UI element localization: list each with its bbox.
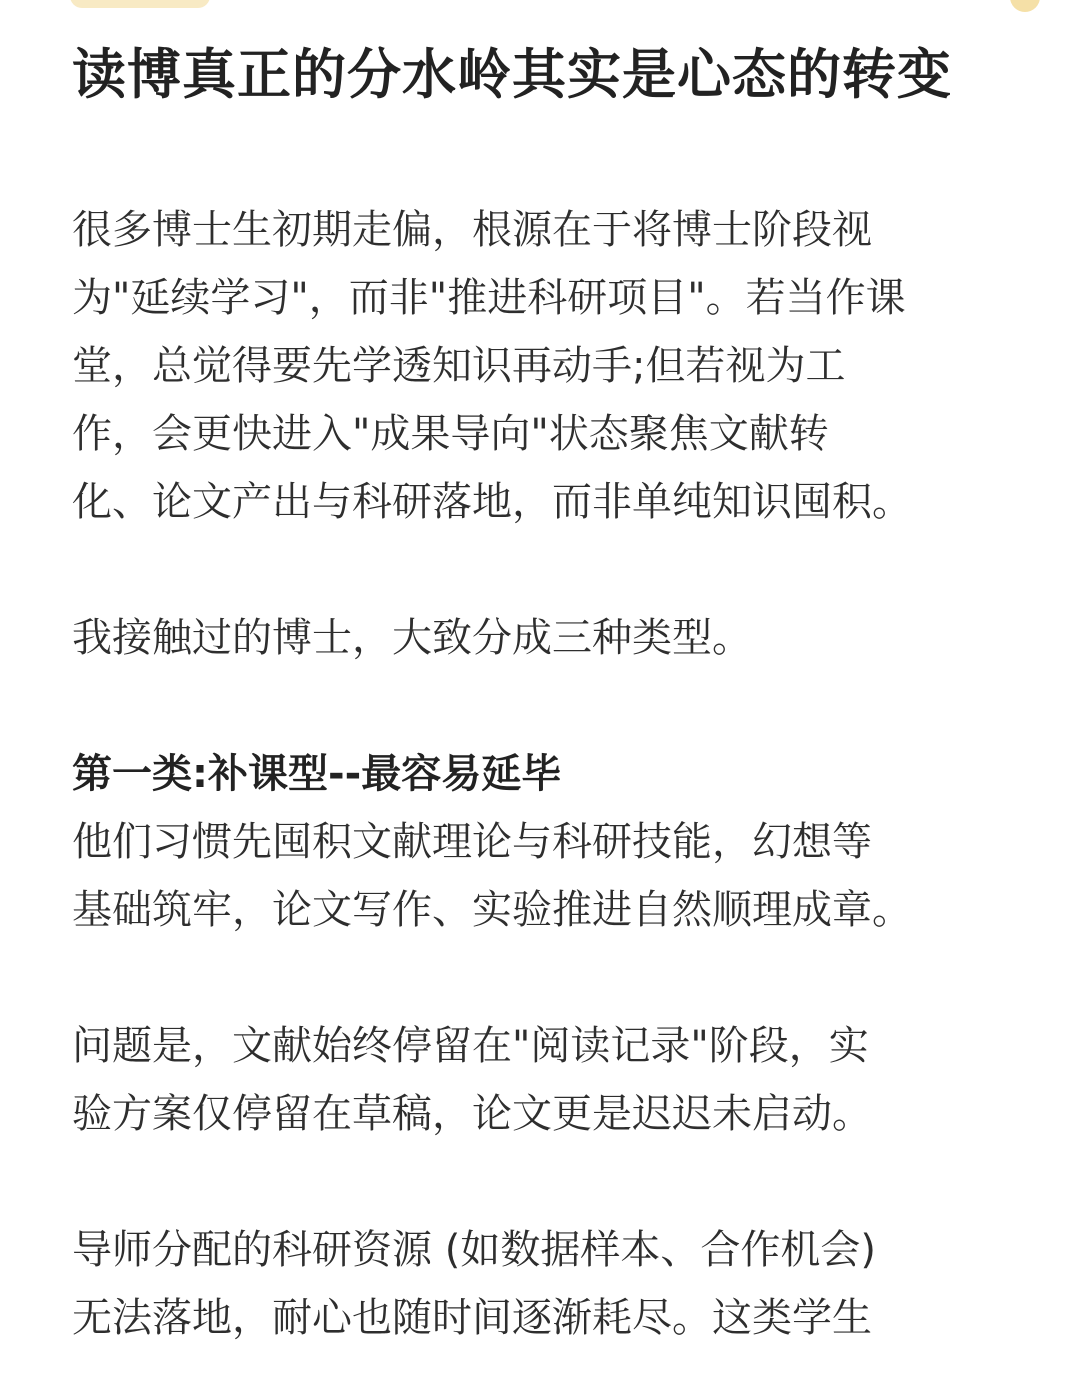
paragraph-section-1 [72,808,1022,944]
paragraph-types [72,604,1022,672]
text-line: 无法落地，耐心也随时间逐渐耗尽。这类学生 [72,1295,872,1341]
paragraph-gap [72,1148,1022,1216]
text-line: 我接触过的博士，大致分成三种类型。 [72,615,752,661]
text-line: 作，会更快进入"成果导向"状态聚焦文献转 [72,411,829,457]
text-line: 验方案仅停留在草稿，论文更是迟迟未启动。 [72,1091,872,1137]
paragraph-section-2 [72,1012,1022,1148]
paragraph-gap [72,536,1022,604]
text-line: 为"延续学习"，而非"推进科研项目"。若当作课 [72,275,906,321]
top-strip [0,0,1080,10]
text-line: 基础筑牢，论文写作、实验推进自然顺理成章。 [72,887,912,933]
text-line: 他们习惯先囤积文献理论与科研技能，幻想等 [72,819,872,865]
paragraph-gap [72,944,1022,1012]
text-line: 堂，总觉得要先学透知识再动手;但若视为工 [72,343,846,389]
article-body [72,196,1022,1352]
text-line: 问题是，文献始终停留在"阅读记录"阶段，实 [72,1023,869,1069]
paragraph-gap [72,672,1022,740]
paragraph-section-3 [72,1216,1022,1352]
decorative-dot [1010,0,1040,12]
text-line: 化、论文产出与科研落地，而非单纯知识囤积。 [72,479,912,525]
section-heading: 第一类:补课型--最容易延毕 [72,751,562,797]
paragraph-intro [72,196,1022,536]
article-title: 读博真正的分水岭其实是心态的转变 [72,43,952,106]
decorative-shape [70,0,210,8]
text-line: 很多博士生初期走偏，根源在于将博士阶段视 [72,207,872,253]
text-line: 导师分配的科研资源 (如数据样本、合作机会) [72,1227,876,1273]
